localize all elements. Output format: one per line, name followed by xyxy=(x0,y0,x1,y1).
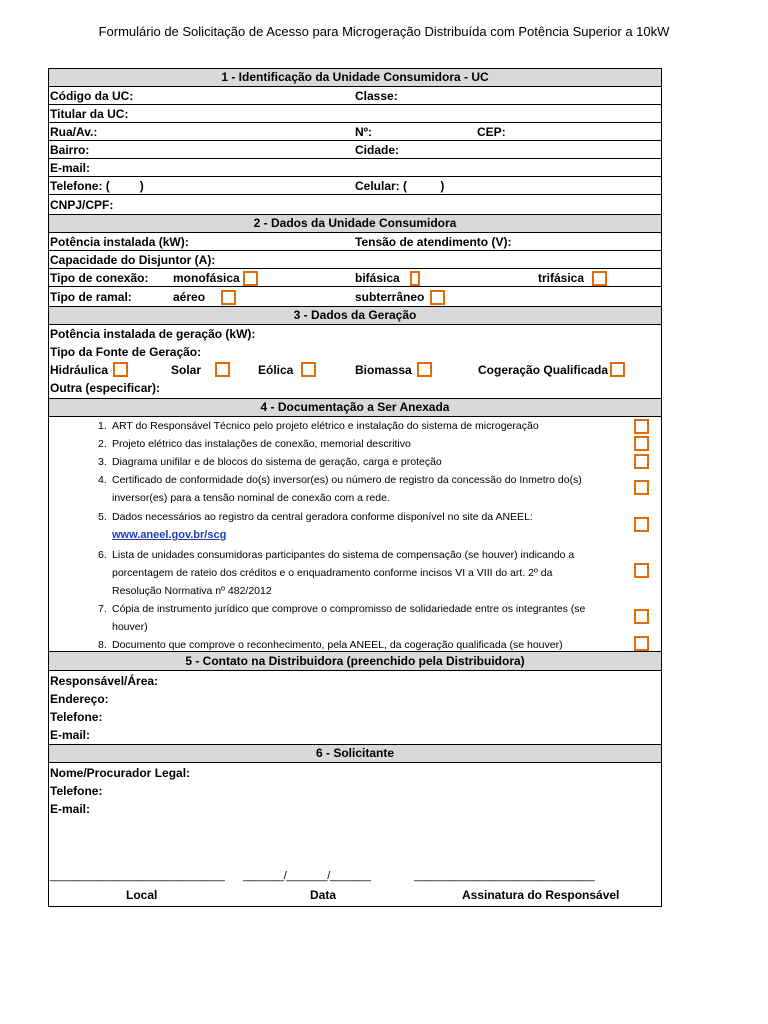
checkbox-subterraneo[interactable] xyxy=(430,290,445,305)
applicant-block xyxy=(49,763,661,906)
label-rua: Rua/Av.: xyxy=(50,125,98,139)
checkbox-cogeracao[interactable] xyxy=(610,362,625,377)
aneel-link[interactable]: www.aneel.gov.br/scg xyxy=(112,529,227,541)
doc-item-number: 3. xyxy=(98,456,107,468)
row-cnpj xyxy=(49,195,661,215)
label-classe: Classe: xyxy=(355,89,398,103)
label-solar: Solar xyxy=(171,363,202,377)
checkbox-doc-8[interactable] xyxy=(634,636,649,651)
label-disjuntor: Capacidade do Disjuntor (A): xyxy=(50,253,216,267)
label-email-distribuidora: E-mail: xyxy=(50,728,91,742)
doc-item-text: Diagrama unifilar e de blocos do sistema de geração, carga e proteção xyxy=(112,456,442,468)
section-1-header: 1 - Identificação da Unidade Consumidora - UC xyxy=(49,69,661,87)
checkbox-doc-4[interactable] xyxy=(634,480,649,495)
label-bifasica: bifásica xyxy=(355,271,400,285)
checkbox-eolica[interactable] xyxy=(301,362,316,377)
doc-item-number: 7. xyxy=(98,603,107,615)
row-rua xyxy=(49,123,661,141)
label-subterraneo: subterrâneo xyxy=(355,290,425,304)
label-endereco: Endereço: xyxy=(50,692,109,706)
checkbox-hidraulica[interactable] xyxy=(113,362,128,377)
doc-item-number: 8. xyxy=(98,639,107,651)
label-hidraulica: Hidráulica xyxy=(50,363,109,377)
doc-item-number: 6. xyxy=(98,549,107,561)
doc-item-number: 2. xyxy=(98,438,107,450)
label-responsavel-area: Responsável/Área: xyxy=(50,674,159,688)
row-telefone xyxy=(49,177,661,195)
label-tensao: Tensão de atendimento (V): xyxy=(355,235,512,249)
doc-item-text: Cópia de instrumento jurídico que comprove o compromisso de solidariedade entre os integrantes (se xyxy=(112,603,586,615)
row-tipo-ramal xyxy=(49,287,661,307)
label-celular: Celular: ( ) xyxy=(355,179,445,193)
doc-item-text: porcentagem de rateio dos créditos e o enquadramento conforme incisos VI a VIII do art. 2º da xyxy=(112,567,553,579)
label-bairro: Bairro: xyxy=(50,143,90,157)
signature-line-assinatura: _______________________________ xyxy=(414,870,595,882)
row-disjuntor xyxy=(49,251,661,269)
checkbox-doc-2[interactable] xyxy=(634,436,649,451)
row-email xyxy=(49,159,661,177)
signature-line-local: ______________________________ xyxy=(50,870,225,882)
label-outra: Outra (especificar): xyxy=(50,381,161,395)
doc-item-text: Lista de unidades consumidoras participantes do sistema de compensação (se houver) indicando a xyxy=(112,549,575,561)
generation-block xyxy=(49,325,661,399)
label-cogeracao: Cogeração Qualificada xyxy=(478,363,609,377)
checkbox-doc-1[interactable] xyxy=(634,419,649,434)
row-bairro xyxy=(49,141,661,159)
label-tipo-ramal: Tipo de ramal: xyxy=(50,290,132,304)
label-potencia-instalada: Potência instalada (kW): xyxy=(50,235,189,249)
label-titular: Titular da UC: xyxy=(50,107,129,121)
checkbox-aereo[interactable] xyxy=(221,290,236,305)
row-tipo-conexao xyxy=(49,269,661,287)
label-cidade: Cidade: xyxy=(355,143,400,157)
label-email: E-mail: xyxy=(50,161,91,175)
checkbox-doc-3[interactable] xyxy=(634,454,649,469)
section-6-header: 6 - Solicitante xyxy=(49,745,661,763)
checkbox-doc-7[interactable] xyxy=(634,609,649,624)
doc-item-text: Projeto elétrico das instalações de conexão, memorial descritivo xyxy=(112,438,411,450)
label-cep: CEP: xyxy=(477,125,506,139)
doc-item-number: 5. xyxy=(98,511,107,523)
doc-item-text: houver) xyxy=(112,621,148,633)
label-email-solicitante: E-mail: xyxy=(50,802,91,816)
checkbox-bifasica[interactable] xyxy=(410,271,420,286)
distributor-contact-block xyxy=(49,671,661,745)
label-data: Data xyxy=(310,888,337,902)
label-trifasica: trifásica xyxy=(538,271,585,285)
signature-line-data: _______/_______/_______ xyxy=(243,870,371,882)
checkbox-trifasica[interactable] xyxy=(592,271,607,286)
label-codigo-uc: Código da UC: xyxy=(50,89,134,103)
doc-item-text: Dados necessários ao registro da central geradora conforme disponível no site da ANEEL: xyxy=(112,511,533,523)
doc-item-number: 1. xyxy=(98,420,107,432)
label-telefone: Telefone: ( ) xyxy=(50,179,144,193)
doc-item-number: 4. xyxy=(98,474,107,486)
label-telefone-distribuidora: Telefone: xyxy=(50,710,103,724)
documents-list xyxy=(49,417,661,652)
label-assinatura: Assinatura do Responsável xyxy=(462,888,620,902)
label-nome-procurador: Nome/Procurador Legal: xyxy=(50,766,191,780)
doc-item-text: Certificado de conformidade do(s) inversor(es) ou número de registro da concessão do Inmetro do(s) xyxy=(112,474,582,486)
label-cnpj-cpf: CNPJ/CPF: xyxy=(50,198,114,212)
document-title: Formulário de Solicitação de Acesso para Microgeração Distribuída com Potência Superior a 10kW xyxy=(98,24,670,39)
row-codigo xyxy=(49,87,661,105)
label-numero: Nº: xyxy=(355,125,373,139)
doc-item-text: Documento que comprove o reconhecimento, pela ANEEL, da cogeração qualificada (se houver) xyxy=(112,639,563,651)
label-local: Local xyxy=(126,888,158,902)
checkbox-monofasica[interactable] xyxy=(243,271,258,286)
section-3-header: 3 - Dados da Geração xyxy=(49,307,661,325)
label-monofasica: monofásica xyxy=(173,271,240,285)
doc-item-text: inversor(es) para a tensão nominal de conexão com a rede. xyxy=(112,492,390,504)
row-potencia xyxy=(49,233,661,251)
label-eolica: Eólica xyxy=(258,363,294,377)
checkbox-biomassa[interactable] xyxy=(417,362,432,377)
label-aereo: aéreo xyxy=(173,290,206,304)
section-4-header: 4 - Documentação a Ser Anexada xyxy=(49,399,661,417)
label-tipo-conexao: Tipo de conexão: xyxy=(50,271,149,285)
label-potencia-geracao: Potência instalada de geração (kW): xyxy=(50,327,256,341)
label-telefone-solicitante: Telefone: xyxy=(50,784,103,798)
label-biomassa: Biomassa xyxy=(355,363,412,377)
checkbox-solar[interactable] xyxy=(215,362,230,377)
label-tipo-fonte: Tipo da Fonte de Geração: xyxy=(50,345,202,359)
doc-item-text: Resolução Normativa nº 482/2012 xyxy=(112,585,272,597)
section-5-header: 5 - Contato na Distribuidora (preenchido pela Distribuidora) xyxy=(49,652,661,671)
doc-item-text: ART do Responsável Técnico pelo projeto elétrico e instalação do sistema de microgeração xyxy=(112,420,539,432)
checkbox-doc-5[interactable] xyxy=(634,517,649,532)
access-request-form xyxy=(48,68,662,907)
checkbox-doc-6[interactable] xyxy=(634,563,649,578)
row-titular xyxy=(49,105,661,123)
section-2-header: 2 - Dados da Unidade Consumidora xyxy=(49,215,661,233)
